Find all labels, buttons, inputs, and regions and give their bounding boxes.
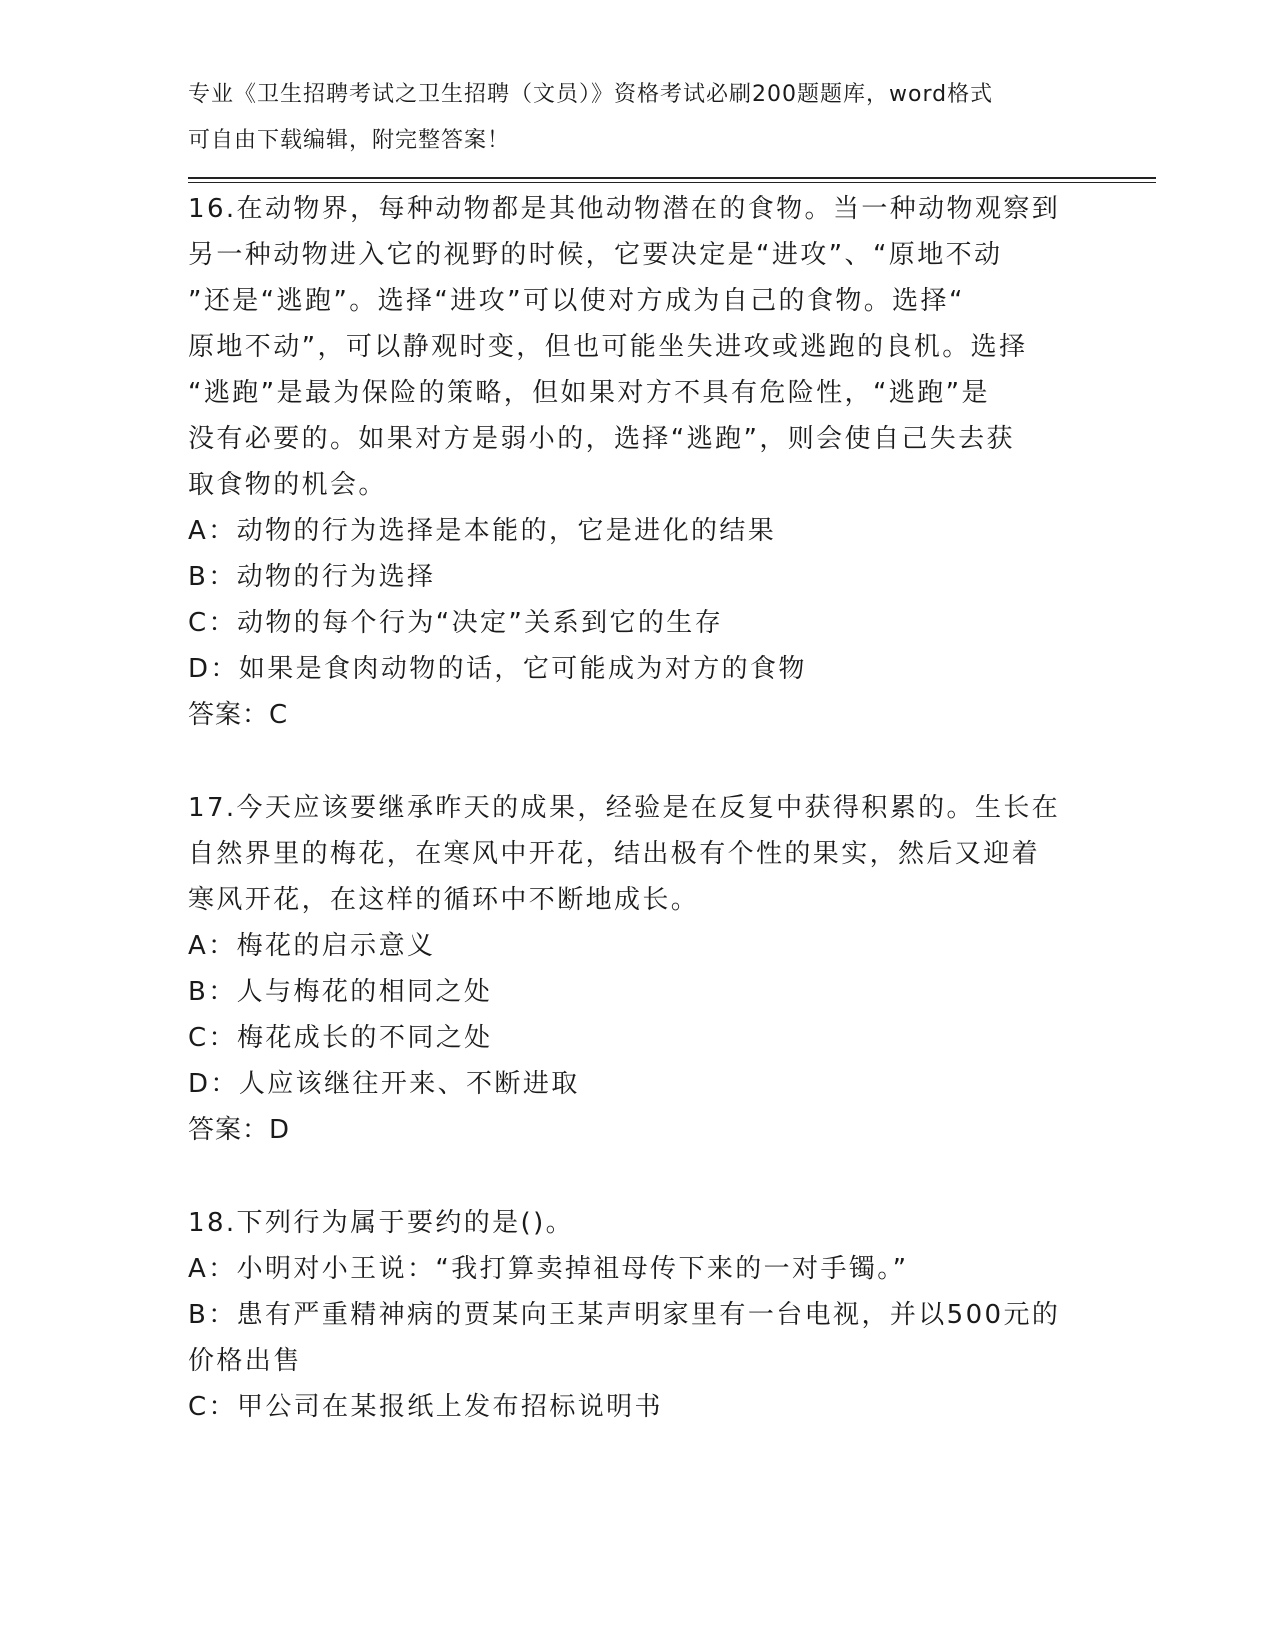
- question-stem-line: 原地不动”，可以静观时变，但也可能坐失进攻或逃跑的良机。选择: [188, 332, 1028, 362]
- question-stem-line: ”还是“逃跑”。选择“进攻”可以使对方成为自己的食物。选择“: [188, 286, 965, 316]
- header-title-line-1: 专业《卫生招聘考试之卫生招聘（文员）》资格考试必刷200题题库，word格式: [188, 82, 994, 107]
- question-block: [188, 785, 1088, 1153]
- question-list: [188, 186, 1088, 1430]
- question-stem-line: 16.在动物界，每种动物都是其他动物潜在的食物。当一种动物观察到: [188, 194, 1061, 224]
- question-block: [188, 186, 1088, 738]
- question-stem-line: “逃跑”是最为保险的策略，但如果对方不具有危险性，“逃跑”是: [188, 378, 990, 408]
- option-b: B：人与梅花的相同之处: [188, 977, 493, 1007]
- question-stem-line: 17.今天应该要继承昨天的成果，经验是在反复中获得积累的。生长在: [188, 793, 1061, 823]
- spacer: [188, 1153, 1088, 1200]
- question-stem-line: 取食物的机会。: [188, 470, 387, 500]
- header-rule-thin: [188, 182, 1156, 183]
- header-title-line-2: 可自由下载编辑，附完整答案！: [188, 128, 511, 153]
- option-c: C：甲公司在某报纸上发布招标说明书: [188, 1392, 663, 1422]
- option-d: D：如果是食肉动物的话，它可能成为对方的食物: [188, 654, 807, 684]
- answer-line: 答案：D: [188, 1115, 291, 1145]
- option-b: B：患有严重精神病的贾某向王某声明家里有一台电视，并以500元的: [188, 1300, 1061, 1330]
- question-stem-line: 另一种动物进入它的视野的时候，它要决定是“进攻”、“原地不动: [188, 240, 1003, 270]
- question-stem-line: 18.下列行为属于要约的是()。: [188, 1208, 575, 1238]
- header-rule-thick: [188, 177, 1156, 179]
- option-a: A：动物的行为选择是本能的，它是进化的结果: [188, 516, 777, 546]
- document-header: [188, 72, 1068, 164]
- option-c: C：动物的每个行为“决定”关系到它的生存: [188, 608, 724, 638]
- spacer: [188, 738, 1088, 785]
- option-b: B：动物的行为选择: [188, 562, 436, 592]
- option-a: A：小明对小王说：“我打算卖掉祖母传下来的一对手镯。”: [188, 1254, 909, 1284]
- question-stem-line: 没有必要的。如果对方是弱小的，选择“逃跑”，则会使自己失去获: [188, 424, 1015, 454]
- question-stem-line: 寒风开花，在这样的循环中不断地成长。: [188, 885, 700, 915]
- option-a: A：梅花的启示意义: [188, 931, 436, 961]
- question-stem-line: 自然界里的梅花，在寒风中开花，结出极有个性的果实，然后又迎着: [188, 839, 1041, 869]
- answer-line: 答案：C: [188, 700, 289, 730]
- option-b-continued: 价格出售: [188, 1346, 302, 1376]
- option-d: D：人应该继往开来、不断进取: [188, 1069, 580, 1099]
- option-c: C：梅花成长的不同之处: [188, 1023, 493, 1053]
- question-block: [188, 1200, 1088, 1430]
